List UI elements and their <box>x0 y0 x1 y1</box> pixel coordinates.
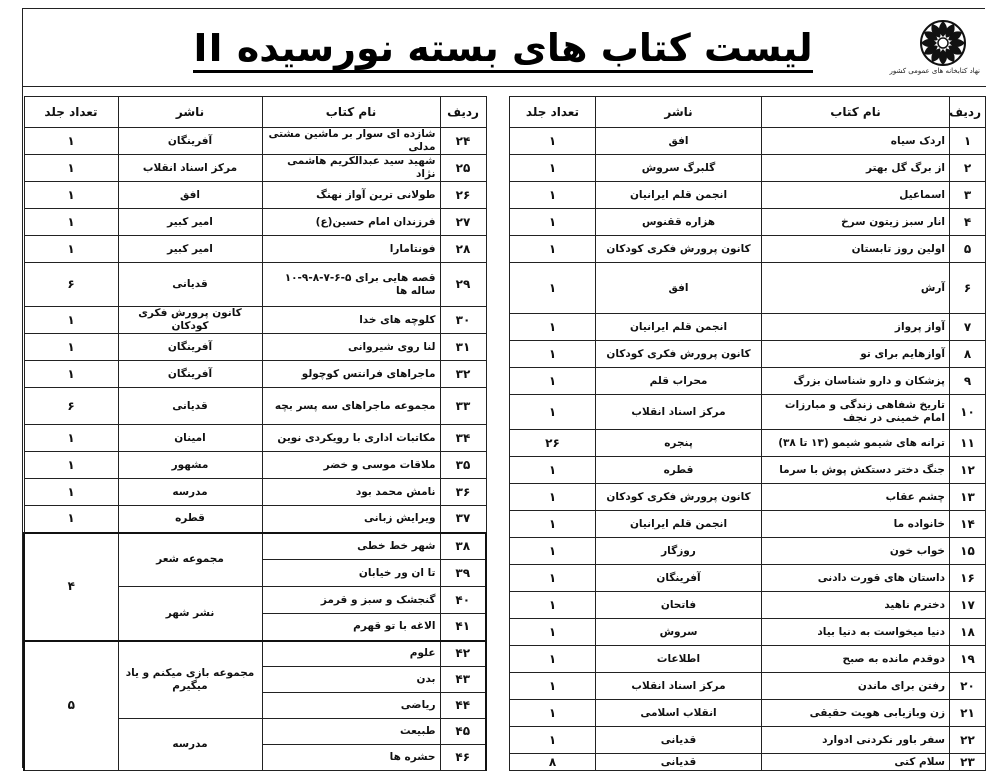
row-number-cell: ۳۴ <box>440 425 486 452</box>
publisher-cell: انجمن قلم ایرانیان <box>596 314 762 341</box>
row-number-cell: ۳۸ <box>440 533 486 560</box>
publisher-cell: آفرینگان <box>118 361 262 388</box>
volumes-cell: ۱ <box>510 209 596 236</box>
publisher-cell: امینان <box>118 425 262 452</box>
row-number-cell: ۳۹ <box>440 560 486 587</box>
volumes-cell: ۱ <box>510 182 596 209</box>
book-title-cell: تاریخ شفاهی زندگی و مبارزات امام خمینی در نجف <box>762 395 950 430</box>
publisher-cell: مرکز اسناد انقلاب <box>596 395 762 430</box>
volumes-cell: ۲۶ <box>510 430 596 457</box>
book-title-cell: الاغه با تو قهرم <box>262 614 440 641</box>
table-row <box>24 263 486 307</box>
publisher-cell: امیر کبیر <box>118 236 262 263</box>
book-title-cell: انار سبز زیتون سرخ <box>762 209 950 236</box>
book-title-cell: آرش <box>762 263 950 314</box>
publisher-group-cell: مجموعه شعر <box>118 533 262 587</box>
book-title-cell: اولین روز تابستان <box>762 236 950 263</box>
book-title-cell: از برگ گل بهتر <box>762 155 950 182</box>
publisher-cell: محراب قلم <box>596 368 762 395</box>
volumes-cell: ۱ <box>510 457 596 484</box>
volumes-cell: ۱ <box>24 425 118 452</box>
book-title-cell: مجموعه ماجراهای سه پسر بچه <box>262 388 440 425</box>
book-title-cell: رفتن برای ماندن <box>762 673 950 700</box>
book-title-cell: ملاقات موسی و خضر <box>262 452 440 479</box>
publisher-cell: کانون پرورش فکری کودکان <box>596 341 762 368</box>
document-page <box>22 8 985 768</box>
row-number-cell: ۱۰ <box>950 395 986 430</box>
page-title <box>153 19 853 77</box>
publisher-cell: افق <box>596 128 762 155</box>
publisher-cell: مشهور <box>118 452 262 479</box>
book-title-cell: دخترم ناهید <box>762 592 950 619</box>
volumes-cell: ۱ <box>510 368 596 395</box>
row-number-cell: ۳۵ <box>440 452 486 479</box>
table-row <box>510 646 986 673</box>
volumes-cell: ۶ <box>24 263 118 307</box>
publisher-cell: کانون پرورش فکری کودکان <box>118 307 262 334</box>
book-title-cell: آواز پرواز <box>762 314 950 341</box>
volumes-cell: ۸ <box>510 754 596 771</box>
table-row <box>24 425 486 452</box>
book-title-cell: تا ان ور خیابان <box>262 560 440 587</box>
book-title-cell: مکاتبات اداری با رویکردی نوین <box>262 425 440 452</box>
volumes-cell: ۱ <box>510 727 596 754</box>
volumes-group-cell: ۵ <box>24 641 118 771</box>
table-row <box>24 641 486 667</box>
table-row <box>510 368 986 395</box>
table-header-row <box>24 97 486 128</box>
table-row <box>24 479 486 506</box>
book-title-cell: گنجشک و سبز و قرمز <box>262 587 440 614</box>
publisher-cell: کانون پرورش فکری کودکان <box>596 236 762 263</box>
table-row <box>24 155 486 182</box>
row-number-cell: ۱۹ <box>950 646 986 673</box>
row-number-cell: ۴۶ <box>440 745 486 771</box>
publisher-cell: هزاره ققنوس <box>596 209 762 236</box>
publisher-cell: آفرینگان <box>118 334 262 361</box>
publisher-cell: اطلاعات <box>596 646 762 673</box>
table-row <box>510 673 986 700</box>
book-title-cell: اسماعیل <box>762 182 950 209</box>
row-number-cell: ۱۲ <box>950 457 986 484</box>
volumes-cell: ۱ <box>24 182 118 209</box>
volumes-cell: ۱ <box>24 307 118 334</box>
book-title-cell: لنا روی شیروانی <box>262 334 440 361</box>
row-number-cell: ۲۵ <box>440 155 486 182</box>
column-header-row: ردیف <box>440 97 486 128</box>
row-number-cell: ۱۷ <box>950 592 986 619</box>
table-row <box>510 727 986 754</box>
table-row <box>24 236 486 263</box>
volumes-cell: ۱ <box>510 511 596 538</box>
volumes-cell: ۱ <box>510 646 596 673</box>
volumes-cell: ۱ <box>510 128 596 155</box>
row-number-cell: ۳۷ <box>440 506 486 533</box>
table-row <box>24 452 486 479</box>
volumes-cell: ۱ <box>24 334 118 361</box>
book-title-cell: قصه هایی برای ۵-۶-۷-۸-۹-۱۰ ساله ها <box>262 263 440 307</box>
table-header-row <box>510 97 986 128</box>
row-number-cell: ۴۳ <box>440 667 486 693</box>
book-title-cell: ریاضی <box>262 693 440 719</box>
row-number-cell: ۱۳ <box>950 484 986 511</box>
volumes-cell: ۱ <box>510 236 596 263</box>
row-number-cell: ۴۴ <box>440 693 486 719</box>
column-header-title: نام کتاب <box>262 97 440 128</box>
publisher-cell: قدیانی <box>596 727 762 754</box>
table-row <box>510 592 986 619</box>
volumes-cell: ۱ <box>510 673 596 700</box>
volumes-cell: ۱ <box>510 395 596 430</box>
book-title-cell: شازده ای سوار بر ماشین مشتی مدلی <box>262 128 440 155</box>
table-row <box>24 182 486 209</box>
book-title-cell: داستان های قورت دادنی <box>762 565 950 592</box>
publisher-group-cell: مجموعه بازی میکنم و یاد میگیرم <box>118 641 262 719</box>
publisher-cell: قدیانی <box>596 754 762 771</box>
publisher-cell: مدرسه <box>118 479 262 506</box>
table-row <box>510 209 986 236</box>
publisher-cell: آفرینگان <box>596 565 762 592</box>
book-title-cell: کلوچه های خدا <box>262 307 440 334</box>
table-row <box>24 334 486 361</box>
row-number-cell: ۲۷ <box>440 209 486 236</box>
page-title-text: لیست کتاب های بسته نورسیده II <box>193 26 812 73</box>
publisher-cell: مرکز اسناد انقلاب <box>118 155 262 182</box>
column-header-title: نام کتاب <box>762 97 950 128</box>
book-title-cell: شهر خط خطی <box>262 533 440 560</box>
volumes-cell: ۱ <box>510 538 596 565</box>
publisher-cell: قطره <box>596 457 762 484</box>
publisher-cell: قطره <box>118 506 262 533</box>
volumes-cell: ۱ <box>24 209 118 236</box>
row-number-cell: ۱۱ <box>950 430 986 457</box>
table-row <box>510 754 986 771</box>
books-table-left-body <box>24 128 486 771</box>
books-table-right-body <box>510 128 986 771</box>
publisher-cell: افق <box>596 263 762 314</box>
table-row <box>510 182 986 209</box>
volumes-cell: ۱ <box>24 128 118 155</box>
volumes-cell: ۱ <box>24 236 118 263</box>
row-number-cell: ۶ <box>950 263 986 314</box>
table-row <box>510 341 986 368</box>
volumes-cell: ۱ <box>24 155 118 182</box>
table-row <box>510 619 986 646</box>
table-row <box>24 361 486 388</box>
book-title-cell: طبیعت <box>262 719 440 745</box>
row-number-cell: ۴ <box>950 209 986 236</box>
table-row <box>510 430 986 457</box>
volumes-cell: ۱ <box>24 479 118 506</box>
volumes-cell: ۱ <box>510 619 596 646</box>
row-number-cell: ۳۶ <box>440 479 486 506</box>
table-row <box>510 236 986 263</box>
publisher-cell: آفرینگان <box>118 128 262 155</box>
volumes-cell: ۱ <box>510 314 596 341</box>
row-number-cell: ۱۶ <box>950 565 986 592</box>
book-title-cell: سلام کتی <box>762 754 950 771</box>
column-header-row: ردیف <box>950 97 986 128</box>
publisher-cell: انقلاب اسلامی <box>596 700 762 727</box>
volumes-cell: ۶ <box>24 388 118 425</box>
row-number-cell: ۲۴ <box>440 128 486 155</box>
publisher-cell: امیر کبیر <box>118 209 262 236</box>
publisher-cell: انجمن قلم ایرانیان <box>596 182 762 209</box>
table-row <box>510 128 986 155</box>
book-title-cell: آوازهایم برای تو <box>762 341 950 368</box>
table-row <box>510 155 986 182</box>
row-number-cell: ۳۰ <box>440 307 486 334</box>
book-title-cell: سفر باور نکردنی ادوارد <box>762 727 950 754</box>
publisher-cell: قدیانی <box>118 388 262 425</box>
row-number-cell: ۲۹ <box>440 263 486 307</box>
volumes-cell: ۱ <box>510 155 596 182</box>
row-number-cell: ۴۵ <box>440 719 486 745</box>
book-title-cell: نامش محمد بود <box>262 479 440 506</box>
row-number-cell: ۳ <box>950 182 986 209</box>
publisher-cell: افق <box>118 182 262 209</box>
publisher-cell: فاتحان <box>596 592 762 619</box>
book-title-cell: دنیا میخواست به دنیا بیاد <box>762 619 950 646</box>
publisher-cell: گلبرگ سروش <box>596 155 762 182</box>
row-number-cell: ۷ <box>950 314 986 341</box>
row-number-cell: ۱۴ <box>950 511 986 538</box>
book-title-cell: علوم <box>262 641 440 667</box>
row-number-cell: ۵ <box>950 236 986 263</box>
book-title-cell: شهید سید عبدالکریم هاشمی نژاد <box>262 155 440 182</box>
book-title-cell: اردک سیاه <box>762 128 950 155</box>
volumes-cell: ۱ <box>510 341 596 368</box>
book-title-cell: خواب خون <box>762 538 950 565</box>
books-table-left <box>23 96 487 771</box>
publisher-group-cell: نشر شهر <box>118 587 262 641</box>
volumes-cell: ۱ <box>510 592 596 619</box>
row-number-cell: ۳۳ <box>440 388 486 425</box>
row-number-cell: ۳۲ <box>440 361 486 388</box>
book-title-cell: حشره ها <box>262 745 440 771</box>
publisher-cell: روزگار <box>596 538 762 565</box>
logo-caption: نهاد کتابخانه های عمومی کشور <box>889 67 980 75</box>
publisher-cell: مرکز اسناد انقلاب <box>596 673 762 700</box>
table-row <box>510 700 986 727</box>
column-header-publisher: ناشر <box>118 97 262 128</box>
table-row <box>510 395 986 430</box>
row-number-cell: ۲۲ <box>950 727 986 754</box>
publisher-cell: انجمن قلم ایرانیان <box>596 511 762 538</box>
table-row <box>510 457 986 484</box>
table-row <box>24 506 486 533</box>
row-number-cell: ۱۸ <box>950 619 986 646</box>
volumes-group-cell: ۴ <box>24 533 118 641</box>
volumes-cell: ۱ <box>510 565 596 592</box>
table-row <box>24 388 486 425</box>
row-number-cell: ۲۶ <box>440 182 486 209</box>
table-row <box>510 484 986 511</box>
book-title-cell: فونتامارا <box>262 236 440 263</box>
table-row <box>24 307 486 334</box>
books-table-right <box>509 96 986 771</box>
row-number-cell: ۳۱ <box>440 334 486 361</box>
row-number-cell: ۱ <box>950 128 986 155</box>
row-number-cell: ۱۵ <box>950 538 986 565</box>
book-title-cell: جنگ دختر دستکش پوش با سرما <box>762 457 950 484</box>
row-number-cell: ۲۰ <box>950 673 986 700</box>
row-number-cell: ۲۳ <box>950 754 986 771</box>
book-title-cell: فرزندان امام حسین(ع) <box>262 209 440 236</box>
volumes-cell: ۱ <box>24 361 118 388</box>
book-title-cell: طولانی ترین آواز نهنگ <box>262 182 440 209</box>
row-number-cell: ۸ <box>950 341 986 368</box>
row-number-cell: ۹ <box>950 368 986 395</box>
volumes-cell: ۱ <box>510 700 596 727</box>
table-row <box>24 128 486 155</box>
row-number-cell: ۴۲ <box>440 641 486 667</box>
table-row <box>24 533 486 560</box>
book-title-cell: چشم عقاب <box>762 484 950 511</box>
book-title-cell: پزشکان و دارو شناسان بزرگ <box>762 368 950 395</box>
book-title-cell: دوقدم مانده به صبح <box>762 646 950 673</box>
book-title-cell: بدن <box>262 667 440 693</box>
row-number-cell: ۲۱ <box>950 700 986 727</box>
column-header-publisher: ناشر <box>596 97 762 128</box>
book-title-cell: خانواده ما <box>762 511 950 538</box>
document-header <box>23 9 986 87</box>
publisher-group-cell: مدرسه <box>118 719 262 771</box>
book-title-cell: ماجراهای فرانتس کوچولو <box>262 361 440 388</box>
volumes-cell: ۱ <box>510 263 596 314</box>
volumes-cell: ۱ <box>24 452 118 479</box>
column-header-volumes: تعداد جلد <box>24 97 118 128</box>
table-row <box>510 314 986 341</box>
book-title-cell: زن وبازیابی هویت حقیقی <box>762 700 950 727</box>
book-title-cell: ویرایش زبانی <box>262 506 440 533</box>
volumes-cell: ۱ <box>24 506 118 533</box>
publisher-cell: پنجره <box>596 430 762 457</box>
row-number-cell: ۴۰ <box>440 587 486 614</box>
table-row <box>510 511 986 538</box>
publisher-cell: قدیانی <box>118 263 262 307</box>
publisher-cell: کانون پرورش فکری کودکان <box>596 484 762 511</box>
table-row <box>510 565 986 592</box>
table-row <box>510 263 986 314</box>
column-header-volumes: تعداد جلد <box>510 97 596 128</box>
table-row <box>24 209 486 236</box>
row-number-cell: ۲۸ <box>440 236 486 263</box>
book-title-cell: ترانه های شیمو شیمو (۱۳ تا ۳۸) <box>762 430 950 457</box>
table-row <box>510 538 986 565</box>
volumes-cell: ۱ <box>510 484 596 511</box>
publisher-cell: سروش <box>596 619 762 646</box>
row-number-cell: ۴۱ <box>440 614 486 641</box>
row-number-cell: ۲ <box>950 155 986 182</box>
